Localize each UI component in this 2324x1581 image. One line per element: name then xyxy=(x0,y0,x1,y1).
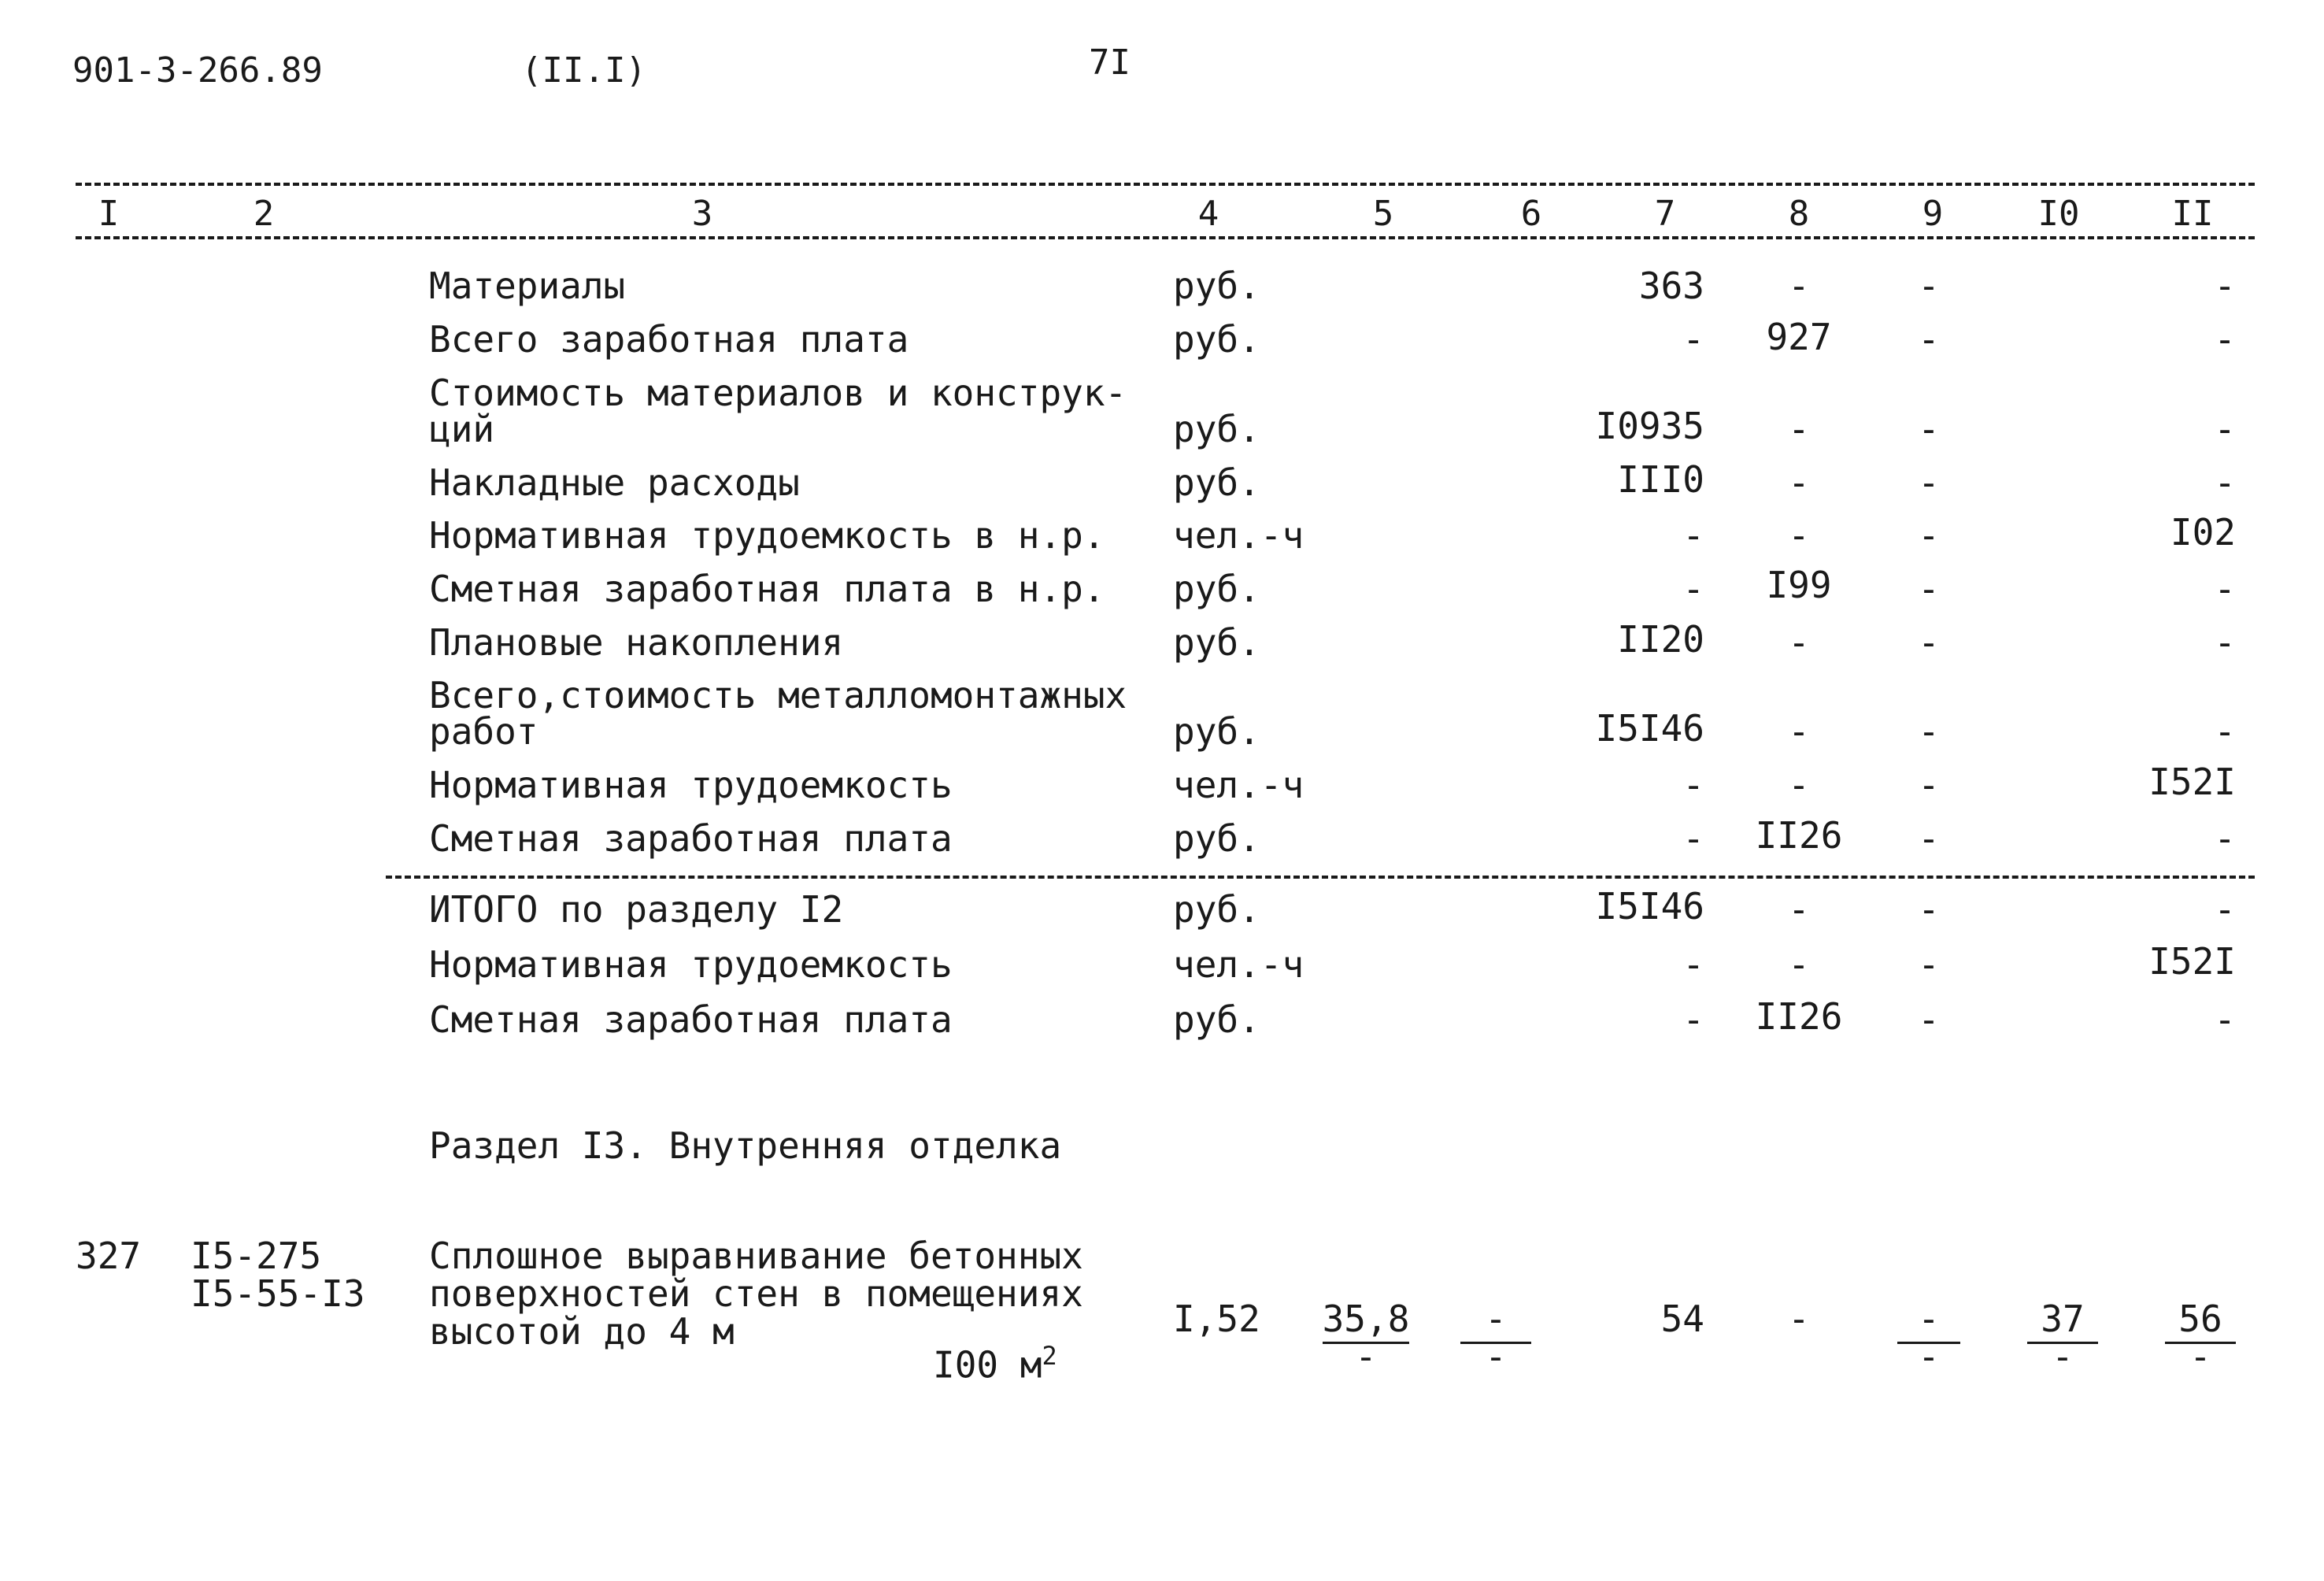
row-col8: - xyxy=(1788,710,1810,753)
col-header-4: 4 xyxy=(1197,194,1219,234)
row-label: Всего заработная плата xyxy=(429,318,909,361)
col-header-1: I xyxy=(98,194,120,234)
section-code: (II.I) xyxy=(521,50,646,91)
totals-col11: - xyxy=(2214,998,2236,1041)
col-header-3: 3 xyxy=(691,194,713,234)
row-unit: руб. xyxy=(1173,461,1260,504)
totals-col9: - xyxy=(1918,888,1940,931)
row-label: Накладные расходы xyxy=(429,461,800,504)
totals-divider xyxy=(386,876,2255,879)
item-col11-top: 56 xyxy=(2178,1298,2222,1340)
row-col8: - xyxy=(1788,408,1810,450)
totals-unit: руб. xyxy=(1173,998,1260,1041)
row-col11: - xyxy=(2214,817,2236,860)
col-header-5: 5 xyxy=(1372,194,1394,234)
row-col9: - xyxy=(1918,514,1940,557)
row-col8: - xyxy=(1788,621,1810,664)
item-col5-top: 35,8 xyxy=(1322,1298,1410,1340)
header-bottom-rule xyxy=(76,236,2255,239)
row-col8: - xyxy=(1788,461,1810,504)
totals-label: ИТОГО по разделу I2 xyxy=(429,888,844,931)
item-col10-top: 37 xyxy=(2041,1298,2085,1340)
row-col8: - xyxy=(1788,764,1810,806)
item-col6-top: - xyxy=(1485,1298,1507,1340)
item-measure-unit xyxy=(933,1341,1057,1387)
row-col7: - xyxy=(1682,764,1704,806)
col-header-6: 6 xyxy=(1520,194,1542,234)
row-col7: III0 xyxy=(1617,458,1704,501)
col-header-10: I0 xyxy=(2037,194,2080,234)
row-label: Сметная заработная плата xyxy=(429,817,953,860)
row-col8: - xyxy=(1788,265,1810,307)
totals-col8: II26 xyxy=(1755,995,1843,1038)
row-col7: - xyxy=(1682,318,1704,361)
totals-col11: - xyxy=(2214,888,2236,931)
totals-col7: I5I46 xyxy=(1595,885,1704,927)
item-number: 327 xyxy=(76,1235,142,1277)
totals-col9: - xyxy=(1918,998,1940,1041)
col-header-7: 7 xyxy=(1654,194,1676,234)
totals-unit: руб. xyxy=(1173,888,1260,931)
row-unit: руб. xyxy=(1173,568,1260,610)
item-col7: 54 xyxy=(1660,1298,1704,1340)
totals-col8: - xyxy=(1788,888,1810,931)
row-col9: - xyxy=(1918,318,1940,361)
item-col4: I,52 xyxy=(1173,1298,1260,1340)
row-unit: руб. xyxy=(1173,621,1260,664)
row-col11: - xyxy=(2214,318,2236,361)
totals-unit: чел.-ч xyxy=(1173,943,1304,986)
row-label: Материалы xyxy=(429,265,626,307)
item-description-line1: Сплошное выравнивание бетонных xyxy=(429,1235,1083,1277)
item-code-1: I5-275 xyxy=(191,1235,322,1277)
row-label: Нормативная трудоемкость xyxy=(429,764,953,806)
row-col11: - xyxy=(2214,621,2236,664)
row-label-line1: Всего,стоимость металломонтажных xyxy=(429,674,1127,716)
row-unit: руб. xyxy=(1173,408,1260,450)
document-code: 901-3-266.89 xyxy=(72,50,323,91)
row-col11: - xyxy=(2214,408,2236,450)
row-unit: чел.-ч xyxy=(1173,764,1304,806)
row-col7: - xyxy=(1682,568,1704,610)
item-col5-bottom: - xyxy=(1355,1335,1377,1378)
col-header-8: 8 xyxy=(1788,194,1810,234)
row-col11: I52I xyxy=(2148,761,2236,803)
totals-col7: - xyxy=(1682,998,1704,1041)
item-col10-bottom: - xyxy=(2052,1335,2074,1378)
totals-label: Сметная заработная плата xyxy=(429,998,953,1041)
row-label-line2: работ xyxy=(429,710,538,753)
row-unit: руб. xyxy=(1173,318,1260,361)
row-label: Сметная заработная плата в н.р. xyxy=(429,568,1105,610)
row-col11: - xyxy=(2214,461,2236,504)
row-col9: - xyxy=(1918,764,1940,806)
row-label: Плановые накопления xyxy=(429,621,844,664)
item-col9-top: - xyxy=(1918,1298,1940,1340)
row-unit: руб. xyxy=(1173,710,1260,753)
row-col7: I0935 xyxy=(1595,405,1704,447)
row-label-line1: Стоимость материалов и конструк- xyxy=(429,372,1127,414)
row-col7: - xyxy=(1682,817,1704,860)
row-col11: - xyxy=(2214,710,2236,753)
totals-col11: I52I xyxy=(2148,940,2236,983)
measure-superscript: 2 xyxy=(1042,1341,1057,1371)
col-header-9: 9 xyxy=(1922,194,1944,234)
row-unit: чел.-ч xyxy=(1173,514,1304,557)
col-header-2: 2 xyxy=(253,194,275,234)
row-col8: - xyxy=(1788,514,1810,557)
item-col8: - xyxy=(1788,1298,1810,1340)
row-col9: - xyxy=(1918,461,1940,504)
row-col8: II26 xyxy=(1755,814,1843,857)
row-label: Нормативная трудоемкость в н.р. xyxy=(429,514,1105,557)
item-col11-bottom: - xyxy=(2189,1335,2211,1378)
item-code-2: I5-55-I3 xyxy=(191,1272,365,1315)
row-col11: - xyxy=(2214,265,2236,307)
section-title: Раздел I3. Внутренняя отделка xyxy=(429,1124,1062,1167)
row-label-line2: ций xyxy=(429,408,495,450)
item-col9-bottom: - xyxy=(1918,1335,1940,1378)
row-unit: руб. xyxy=(1173,817,1260,860)
row-col9: - xyxy=(1918,817,1940,860)
measure-text: I00 м xyxy=(933,1343,1042,1387)
item-col6-bottom: - xyxy=(1485,1335,1507,1378)
item-description-line2: поверхностей стен в помещениях xyxy=(429,1272,1083,1315)
totals-label: Нормативная трудоемкость xyxy=(429,943,953,986)
row-unit: руб. xyxy=(1173,265,1260,307)
row-col9: - xyxy=(1918,265,1940,307)
col-header-11: II xyxy=(2171,194,2214,234)
row-col7: II20 xyxy=(1617,618,1704,661)
row-col7: I5I46 xyxy=(1595,707,1704,750)
row-col9: - xyxy=(1918,621,1940,664)
item-description-line3: высотой до 4 м xyxy=(429,1310,735,1353)
row-col9: - xyxy=(1918,568,1940,610)
row-col9: - xyxy=(1918,710,1940,753)
totals-col9: - xyxy=(1918,943,1940,986)
row-col7: - xyxy=(1682,514,1704,557)
row-col7: 363 xyxy=(1638,265,1704,307)
page-number: 7I xyxy=(1089,43,1131,83)
row-col11: I02 xyxy=(2170,511,2236,554)
totals-col8: - xyxy=(1788,943,1810,986)
row-col8: I99 xyxy=(1766,564,1832,606)
header-top-rule xyxy=(76,183,2255,186)
row-col8: 927 xyxy=(1766,316,1832,358)
row-col9: - xyxy=(1918,408,1940,450)
row-col11: - xyxy=(2214,568,2236,610)
totals-col7: - xyxy=(1682,943,1704,986)
